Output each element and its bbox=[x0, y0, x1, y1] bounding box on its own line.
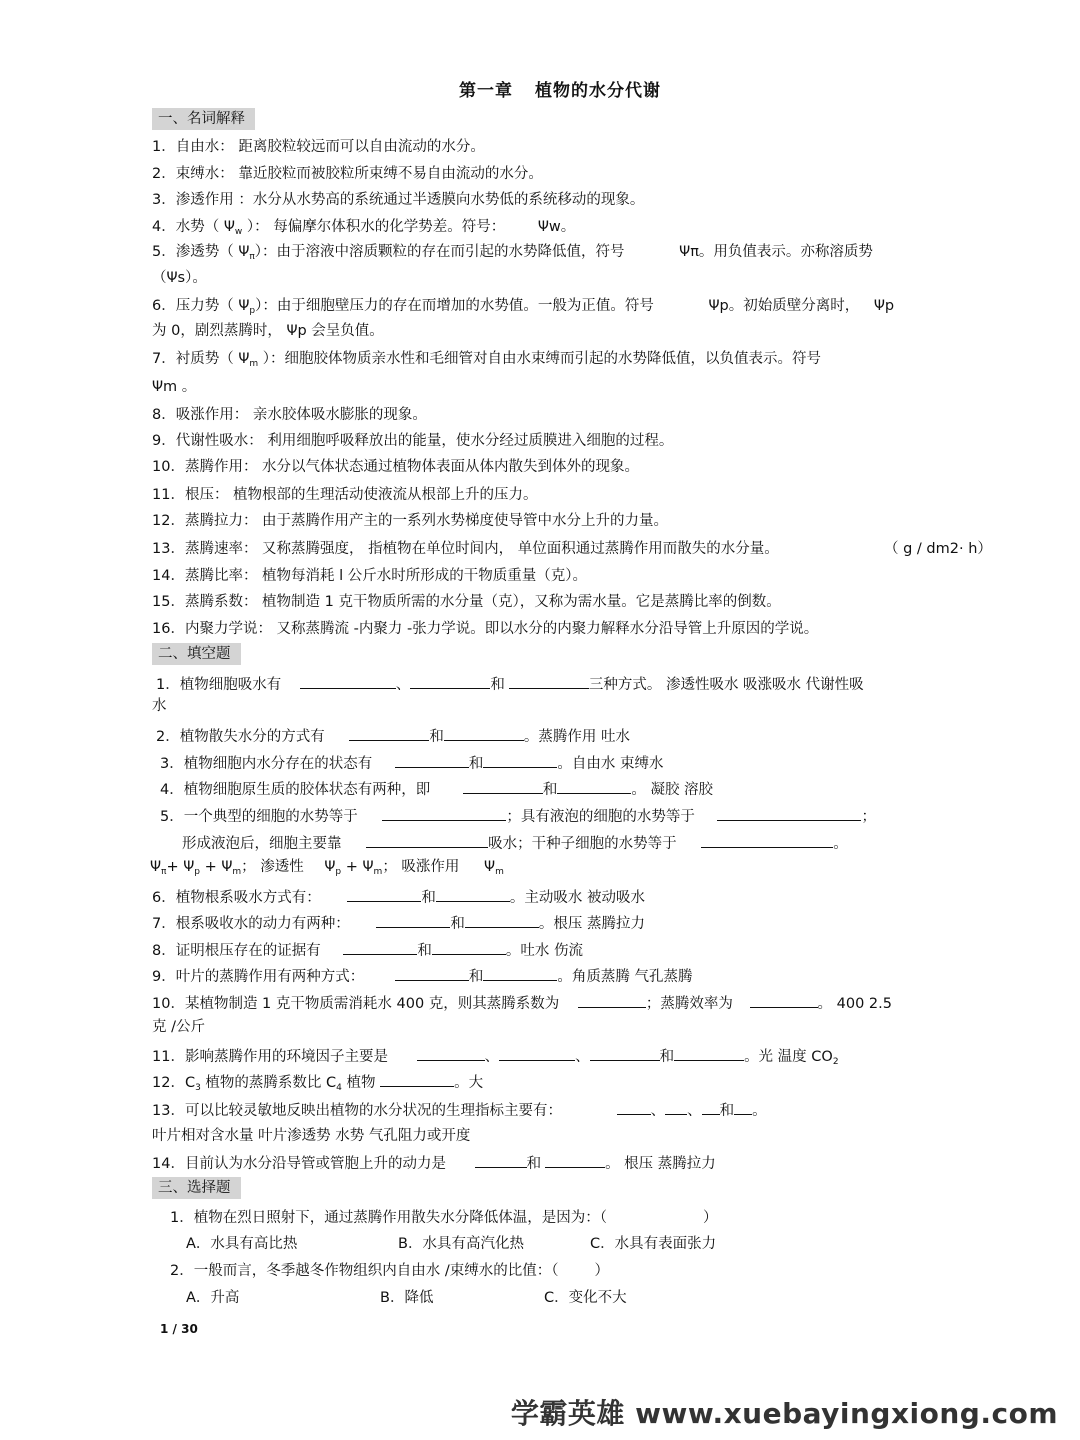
fill-question: 2．植物散失水分的方式有 和 。蒸腾作用 吐水 bbox=[156, 726, 630, 747]
choice-option: B．降低 bbox=[380, 1290, 434, 1306]
fill-question-continued: 克 /公斤 bbox=[152, 1019, 205, 1035]
definition-unit: （ g / dm2· h） bbox=[884, 541, 992, 557]
answer-blank bbox=[674, 1046, 744, 1061]
psi-symbol: Ψ bbox=[238, 351, 250, 367]
definition-item: 5．渗透势（ $\Psi_\pi$）：由于溶液中溶质颗粒的存在而引起的水势降低值，符号 Ψπ。用负值表示。亦称溶质势 bbox=[152, 244, 873, 262]
fill-question: 5．一个典型的细胞的水势等于 ；具有液泡的细胞的水势等于 ； bbox=[160, 806, 876, 827]
fill-answer: $\Psi_\pi+ \Psi_p + \Psi_m$； 渗透性 $\Psi_p + \Psi_m$； 吸涨作用 $\Psi_m$ bbox=[150, 859, 504, 877]
choice-option: A．升高 bbox=[186, 1290, 240, 1306]
answer-blank bbox=[395, 966, 469, 981]
page-number: 1 / 30 bbox=[160, 1322, 198, 1336]
fill-question: 8．证明根压存在的证据有 和 。吐水 伤流 bbox=[152, 940, 583, 961]
definition-item: 16．内聚力学说： 又称蒸腾流 -内聚力 -张力学说。即以水分的内聚力解释水分沿导管上升原因的学说。 bbox=[152, 621, 819, 637]
watermark: 学霸英雄 www.xuebayingxiong.com bbox=[510, 1397, 1058, 1430]
answer-blank bbox=[465, 913, 539, 928]
definition-item: 14．蒸腾比率： 植物每消耗 l 公斤水时所形成的干物质重量（克）。 bbox=[152, 568, 588, 584]
answer-blank bbox=[376, 913, 450, 928]
definition-item: 12．蒸腾拉力： 由于蒸腾作用产主的一系列水势梯度使导管中水分上升的力量。 bbox=[152, 513, 669, 529]
psi-symbol: Ψ bbox=[286, 323, 298, 339]
answer-blank bbox=[382, 806, 506, 821]
definition-item: 4．水势（ $\Psi_w$ ）： 每偏摩尔体积水的化学势差。符号： Ψw。 bbox=[152, 219, 576, 237]
choice-option: C．变化不大 bbox=[544, 1290, 627, 1306]
section-heading-fill-in: 二、填空题 bbox=[152, 643, 241, 665]
fill-question: 9．叶片的蒸腾作用有两种方式： 和 。角质蒸腾 气孔蒸腾 bbox=[152, 966, 692, 987]
answer-blank bbox=[395, 753, 469, 768]
definition-item: 6．压力势（ $\Psi_p$）：由于细胞壁压力的存在而增加的水势值。一般为正值。符号 Ψp。初始质壁分离时， Ψp bbox=[152, 298, 895, 316]
answer-blank bbox=[665, 1100, 687, 1115]
psi-symbol: Ψ bbox=[873, 298, 885, 314]
answer-blank bbox=[432, 940, 506, 955]
answer-blank bbox=[499, 1046, 575, 1061]
definition-item: 13．蒸腾速率： 又称蒸腾强度， 指植物在单位时间内， 单位面积通过蒸腾作用而散失的水分量。 bbox=[152, 541, 779, 557]
definition-item-continued: 为 0，剧烈蒸腾时， Ψp 会呈负值。 bbox=[152, 323, 384, 339]
answer-blank bbox=[509, 674, 589, 689]
answer-blank bbox=[545, 1153, 605, 1168]
fill-question: 3．植物细胞内水分存在的状态有 和 。自由水 束缚水 bbox=[160, 753, 663, 774]
answer-blank bbox=[483, 966, 557, 981]
psi-symbol: Ψ bbox=[238, 298, 250, 314]
fill-question: 14．目前认为水分沿导管或管胞上升的动力是 和 。 根压 蒸腾拉力 bbox=[152, 1153, 716, 1174]
fill-question: 6．植物根系吸水方式有： 和 。主动吸水 被动吸水 bbox=[152, 887, 645, 908]
answer-blank bbox=[483, 753, 557, 768]
fill-question: 10．某植物制造 1 克干物质需消耗水 400 克，则其蒸腾系数为 ；蒸腾效率为 。 400 2.5 bbox=[152, 993, 892, 1014]
choice-option: C．水具有表面张力 bbox=[590, 1236, 717, 1252]
answer-blank bbox=[717, 806, 861, 821]
definition-item: 2．束缚水： 靠近胶粒而被胶粒所束缚不易自由流动的水分。 bbox=[152, 166, 543, 182]
answer-blank bbox=[436, 887, 510, 902]
answer-blank bbox=[444, 726, 524, 741]
answer-blank bbox=[347, 887, 421, 902]
definition-item: 15．蒸腾系数： 植物制造 1 克干物质所需的水分量（克），又称为需水量。它是蒸腾比率的倒数。 bbox=[152, 594, 781, 610]
section-heading-definitions: 一、名词解释 bbox=[152, 108, 255, 130]
fill-question: 1．植物细胞吸水有 、 和 三种方式。 渗透性吸水 吸涨吸水 代谢性吸 bbox=[156, 674, 864, 695]
fill-question: 7．根系吸收水的动力有两种： 和 。根压 蒸腾拉力 bbox=[152, 913, 645, 934]
fill-question: 12．$C_3$ 植物的蒸腾系数比 $C_4$ 植物 。大 bbox=[152, 1072, 483, 1098]
fill-question-continued: 水 bbox=[152, 698, 167, 714]
answer-blank bbox=[417, 1046, 485, 1061]
chapter-title bbox=[0, 76, 1080, 101]
psi-symbol: Ψ bbox=[238, 244, 250, 260]
psi-symbol: Ψ bbox=[166, 270, 178, 286]
choice-option: A．水具有高比热 bbox=[186, 1236, 298, 1252]
answer-blank bbox=[300, 674, 396, 689]
answer-blank bbox=[578, 993, 646, 1008]
psi-symbol: Ψ bbox=[679, 244, 691, 260]
fill-answer: 叶片相对含水量 叶片渗透势 水势 气孔阻力或开度 bbox=[152, 1128, 471, 1144]
definition-item-continued: （Ψs）。 bbox=[152, 270, 207, 286]
fill-question: 13．可以比较灵敏地反映出植物的水分状况的生理指标主要有： 、 、 和 。 bbox=[152, 1100, 767, 1121]
fill-question: 4．植物细胞原生质的胶体状态有两种，即 和 。 凝胶 溶胶 bbox=[160, 779, 713, 800]
definition-item: 11．根压： 植物根部的生理活动使液流从根部上升的压力。 bbox=[152, 487, 538, 503]
psi-symbol: Ψ bbox=[152, 379, 164, 395]
section-heading-multiple-choice: 三、选择题 bbox=[152, 1177, 241, 1199]
psi-symbol: Ψ bbox=[537, 219, 549, 235]
answer-blank bbox=[701, 833, 833, 848]
answer-blank bbox=[475, 1153, 527, 1168]
chapter-name: 植物的水分代谢 bbox=[535, 81, 661, 101]
answer-blank bbox=[734, 1100, 752, 1115]
answer-blank bbox=[349, 726, 429, 741]
definition-item: 10．蒸腾作用： 水分以气体状态通过植物体表面从体内散失到体外的现象。 bbox=[152, 459, 640, 475]
answer-blank bbox=[366, 833, 488, 848]
answer-blank bbox=[750, 993, 818, 1008]
fill-question: 11．影响蒸腾作用的环境因子主要是 、 、 和 。光 温度 $CO_2$ bbox=[152, 1046, 839, 1072]
choice-question: 2．一般而言，冬季越冬作物组织内自由水 /束缚水的比值：（ ） bbox=[170, 1263, 609, 1279]
answer-blank bbox=[557, 779, 631, 794]
definition-item-continued: Ψm 。 bbox=[152, 379, 197, 395]
answer-blank bbox=[343, 940, 417, 955]
psi-symbol: Ψ bbox=[223, 219, 235, 235]
definition-item: 9．代谢性吸水： 利用细胞呼吸释放出的能量，使水分经过质膜进入细胞的过程。 bbox=[152, 433, 674, 449]
answer-blank bbox=[463, 779, 543, 794]
choice-option: B．水具有高汽化热 bbox=[398, 1236, 524, 1252]
chapter-number: 第一章 bbox=[459, 81, 513, 101]
definition-item: 7．衬质势（ $\Psi_m$ ）：细胞胶体物质亲水性和毛细管对自由水束缚而引起的水势降低值，以负值表示。符号 bbox=[152, 351, 822, 369]
answer-blank bbox=[410, 674, 490, 689]
fill-question-continued: 形成液泡后，细胞主要靠 吸水；干种子细胞的水势等于 。 bbox=[182, 833, 848, 854]
choice-question: 1．植物在烈日照射下，通过蒸腾作用散失水分降低体温，是因为：（ ） bbox=[170, 1210, 718, 1226]
definition-item: 8．吸涨作用： 亲水胶体吸水膨胀的现象。 bbox=[152, 407, 427, 423]
psi-symbol: Ψ bbox=[708, 298, 720, 314]
definition-item: 1．自由水： 距离胶粒较远而可以自由流动的水分。 bbox=[152, 139, 485, 155]
answer-blank bbox=[702, 1100, 720, 1115]
answer-blank bbox=[380, 1072, 454, 1087]
definition-item: 3．渗透作用 ：水分从水势高的系统通过半透膜向水势低的系统移动的现象。 bbox=[152, 192, 645, 208]
answer-blank bbox=[590, 1046, 660, 1061]
answer-blank bbox=[617, 1100, 651, 1115]
